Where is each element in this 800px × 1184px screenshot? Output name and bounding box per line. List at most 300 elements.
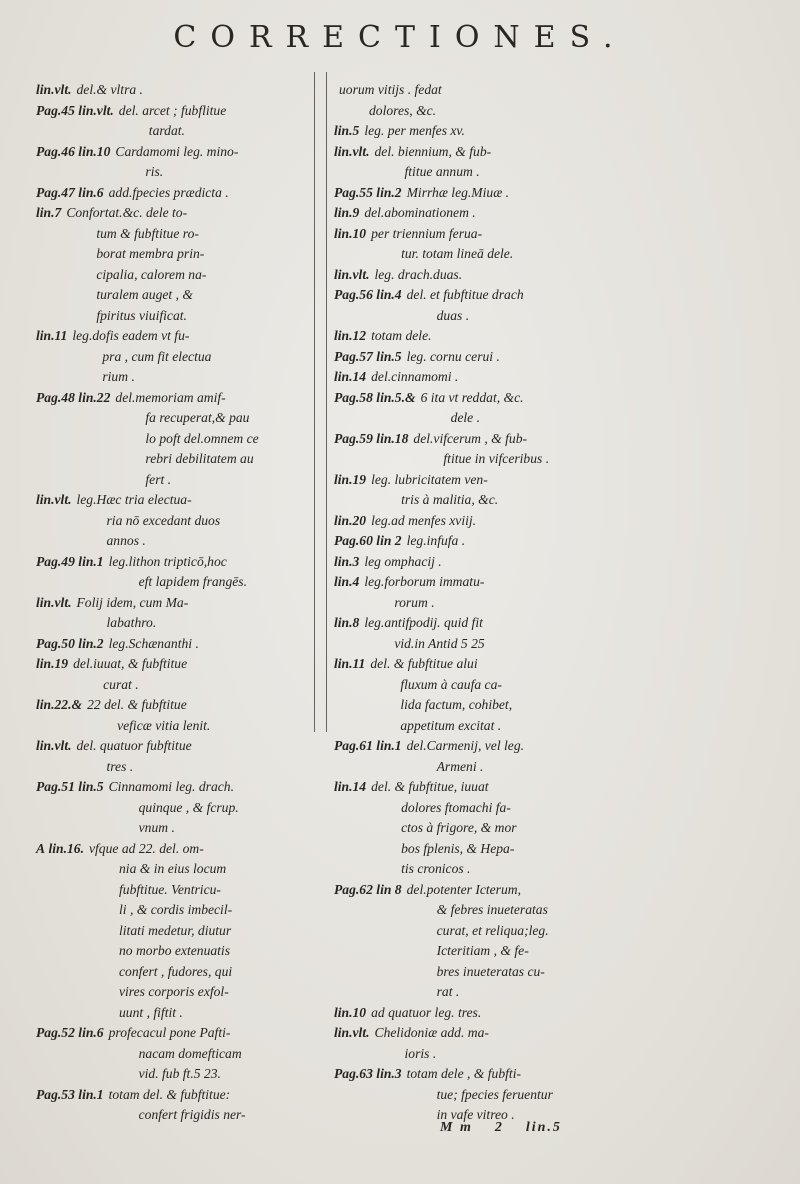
correction-text (119, 101, 332, 142)
page-reference: Pag.52 (36, 1025, 75, 1040)
entry-reference (334, 285, 407, 326)
correction-entry (334, 511, 634, 532)
entry-reference (334, 777, 371, 880)
correction-entry (334, 367, 634, 388)
text-line: leg.dofis eadem vt fu- (72, 328, 190, 343)
text-line: 6 ita vt reddat, &c. (420, 389, 524, 405)
line-reference: lin.vlt. (36, 594, 72, 610)
text-line: totam dele , & fubfti- (406, 1066, 522, 1081)
correction-text (364, 572, 634, 613)
correction-entry (36, 203, 332, 326)
text-line: fpiritus viuificat. (96, 307, 187, 323)
line-reference: lin.14 (334, 779, 367, 794)
text-line: veficæ vitia lenit. (117, 717, 211, 733)
entry-reference (36, 142, 115, 183)
entry-reference (36, 736, 77, 777)
line-reference: lin.12 (334, 328, 367, 343)
page-reference: Pag.53 (36, 1086, 75, 1102)
text-line: appetitum excitat . (400, 717, 502, 733)
correction-entry (334, 326, 634, 347)
entry-reference (334, 1003, 371, 1024)
correction-text (371, 511, 634, 532)
text-line: del. et fubftitue drach (406, 287, 524, 302)
entry-reference (36, 326, 72, 388)
text-line: curat, et reliqua;leg. (436, 922, 549, 938)
text-line: Mirrhæ leg.Miuæ . (406, 184, 510, 200)
text-line: leg.Schænanthi . (108, 635, 199, 651)
correction-text (371, 470, 634, 511)
correction-text (421, 388, 634, 429)
correction-entry (334, 224, 634, 265)
correction-entry (36, 388, 332, 491)
correction-entry (36, 839, 332, 1024)
line-reference: lin.8 (334, 615, 360, 630)
correction-text (77, 80, 333, 101)
page-reference: Pag.57 (334, 348, 373, 364)
line-reference: lin.vlt. (36, 492, 72, 507)
correction-text (109, 1085, 332, 1126)
correction-text (413, 429, 634, 470)
correction-entry (334, 531, 634, 552)
correction-entry (36, 183, 332, 204)
entry-reference (334, 531, 407, 552)
line-reference: lin.vlt. (334, 1025, 370, 1040)
entry-reference (334, 572, 364, 613)
text-line: pra , cum fit electua (102, 348, 212, 364)
text-line: ria nō excedant duos (106, 512, 221, 528)
text-line: nia & in eius locum (119, 861, 227, 876)
text-line: ctos à frigore, & mor (401, 820, 517, 835)
correction-text (72, 326, 332, 388)
text-line: leg.antifpodij. quid fit (364, 615, 483, 630)
text-line: vfque ad 22. del. om- (89, 840, 204, 856)
correction-text (375, 142, 635, 183)
correction-entry (36, 777, 332, 839)
text-line: fluxum à caufa ca- (400, 676, 502, 692)
correction-entry (334, 552, 634, 573)
text-line: Confortat.&c. dele to- (66, 205, 188, 220)
text-line: Folij idem, cum Ma- (76, 594, 189, 610)
page-reference: Pag.60 (334, 533, 373, 548)
entry-reference (334, 654, 370, 736)
entry-reference (36, 80, 77, 101)
entry-reference (334, 367, 371, 388)
text-line: confert frigidis ner- (138, 1107, 246, 1122)
line-reference: lin.10 (334, 225, 367, 241)
text-line: Icteritiam , & fe- (436, 943, 529, 958)
correction-text (77, 736, 333, 777)
text-line: cipalia, calorem na- (96, 266, 207, 282)
entry-reference (334, 203, 364, 224)
entry-reference (334, 142, 375, 183)
text-line: tris à malitia, &c. (401, 492, 499, 507)
line-reference: lin.11 (334, 656, 366, 671)
correction-entry (334, 265, 634, 286)
line-reference: lin.1 (78, 1086, 104, 1102)
line-reference: lin 8 (376, 881, 402, 897)
correction-entry (334, 880, 634, 1003)
text-line: del. quatuor fubftitue (76, 738, 192, 753)
text-line: ad quatuor leg. tres. (371, 1004, 482, 1020)
text-line: leg omphacij . (364, 553, 442, 569)
correction-text (370, 654, 634, 736)
entry-reference (36, 101, 119, 142)
catchword-line (440, 1120, 584, 1136)
line-reference: lin.7 (36, 205, 62, 220)
correction-text (364, 552, 634, 573)
correction-entry (334, 613, 634, 654)
text-line: leg.Hæc tria electua- (76, 492, 192, 507)
page-reference: Pag.48 (36, 389, 75, 405)
correction-text (371, 224, 634, 265)
text-line: Cardamomi leg. mino- (115, 143, 239, 159)
text-line: turalem auget , & (96, 287, 193, 302)
correction-entry (334, 1023, 634, 1064)
text-line: rat . (436, 984, 460, 999)
right-column (334, 80, 634, 1126)
text-line: totam dele. (371, 328, 432, 343)
page-reference: A (36, 840, 46, 856)
correction-text (375, 265, 635, 286)
text-line: fert . (145, 471, 172, 487)
line-reference: lin.3 (334, 553, 360, 569)
correction-entry (36, 695, 332, 736)
line-reference: lin.6 (78, 184, 104, 200)
page-reference: Pag.49 (36, 553, 75, 569)
correction-text (407, 285, 634, 326)
text-line: leg.ad menfes xviij. (371, 512, 477, 528)
catchword: M m (440, 1120, 473, 1135)
text-line: annos . (106, 533, 146, 548)
entry-reference (36, 1023, 109, 1085)
page-reference: Pag.51 (36, 779, 75, 794)
correction-entry (36, 634, 332, 655)
correction-entry (334, 777, 634, 880)
page-reference: Pag.61 (334, 738, 373, 753)
text-line: tardat. (148, 123, 185, 138)
page-reference: Pag.55 (334, 184, 373, 200)
entry-reference (334, 183, 407, 204)
correction-entry (36, 142, 332, 183)
line-reference: lin.4 (376, 287, 402, 302)
text-line: del. & fubftitue, iuuat (371, 779, 489, 794)
entry-reference (36, 203, 66, 326)
correction-entry (334, 121, 634, 142)
entry-reference (36, 654, 73, 695)
text-line: vid.in Antid 5 25 (394, 635, 485, 651)
text-line: ftitue in vifceribus . (443, 451, 550, 466)
line-reference: lin.2 (376, 184, 402, 200)
correction-entry (334, 203, 634, 224)
line-reference: lin.vlt. (36, 82, 72, 97)
correction-text (66, 203, 332, 326)
correction-entry (334, 429, 634, 470)
text-line: confert , fudores, qui (119, 963, 233, 979)
page-reference: Pag.59 (334, 430, 373, 446)
text-line: vid. fub ft.5 23. (138, 1066, 221, 1081)
entry-reference (36, 183, 109, 204)
correction-text (109, 1023, 332, 1085)
text-line: lida factum, cohibet, (400, 697, 513, 712)
text-line: litati medetur, diutur (119, 922, 232, 938)
line-reference: lin.9 (334, 205, 360, 220)
page-reference: Pag.58 (334, 389, 373, 405)
line-reference: lin.vlt. (78, 102, 114, 118)
correction-text (407, 1064, 634, 1126)
text-line: borat membra prin- (96, 246, 205, 261)
line-reference: lin.2 (78, 635, 104, 651)
text-line: 22 del. & fubftitue (87, 697, 187, 712)
correction-entry (334, 572, 634, 613)
line-reference: lin.10 (78, 143, 111, 159)
entry-reference (334, 552, 364, 573)
text-line: ris. (145, 164, 164, 179)
text-line: dolores, &c. (369, 102, 437, 118)
correction-entry (334, 388, 634, 429)
text-line: lo poft del.omnem ce (145, 430, 259, 446)
correction-text (109, 183, 332, 204)
entry-reference (36, 695, 87, 736)
line-reference: lin.vlt. (36, 738, 72, 753)
correction-entry (334, 80, 634, 121)
text-line: tue; fpecies feruentur (436, 1086, 553, 1102)
text-line: leg. lubricitatem ven- (371, 471, 488, 487)
line-reference: lin.vlt. (334, 266, 370, 282)
text-line: Cinnamomi leg. drach. (108, 779, 234, 794)
text-line: del. & fubftitue alui (370, 656, 478, 671)
line-reference: lin.19 (334, 471, 367, 487)
entry-reference (36, 839, 89, 1024)
line-reference: lin.16. (48, 840, 84, 856)
text-line: rorum . (394, 594, 435, 610)
text-line: Chelidoniæ add. ma- (374, 1025, 489, 1040)
correction-text (371, 367, 634, 388)
correction-entry (334, 1003, 634, 1024)
correction-entry (36, 490, 332, 552)
entry-reference (334, 121, 364, 142)
line-reference: lin.11 (36, 328, 68, 343)
text-line: uunt , fiftit . (119, 1004, 183, 1020)
line-reference: lin.22.& (36, 697, 83, 712)
page-reference: Pag.50 (36, 635, 75, 651)
correction-entry (36, 593, 332, 634)
line-reference: lin.20 (334, 512, 367, 528)
text-line: leg.lithon tripticō,hoc (108, 553, 227, 569)
text-line: del.memoriam amif- (115, 389, 226, 405)
text-line: quinque , & fcrup. (138, 799, 239, 815)
correction-text (115, 388, 332, 491)
line-reference: lin.22 (78, 389, 111, 405)
text-line: & febres inueteratas (436, 902, 548, 917)
text-line: dolores ftomachi fa- (401, 799, 511, 815)
correction-text (77, 593, 333, 634)
text-line: del. arcet ; fubflitue (118, 102, 227, 118)
page-reference: Pag.56 (334, 287, 373, 302)
entry-reference (334, 880, 407, 1003)
text-line: in vafe vitreo . (436, 1107, 515, 1122)
line-reference: lin.5 (376, 348, 402, 364)
correction-text (87, 695, 332, 736)
correction-entry (36, 1023, 332, 1085)
text-line: rium . (102, 369, 135, 384)
correction-entry (36, 101, 332, 142)
text-line: li , & cordis imbecil- (119, 902, 233, 917)
page-title: CORRECTIONES. (173, 20, 627, 55)
correction-entry (334, 285, 634, 326)
entry-reference (334, 326, 371, 347)
text-line: ioris . (404, 1045, 437, 1061)
entry-reference (36, 777, 109, 839)
text-line: leg. cornu cerui . (406, 348, 500, 364)
page-reference: Pag.46 (36, 143, 75, 159)
text-line: tres . (106, 758, 134, 774)
text-line: bres inueteratas cu- (436, 963, 545, 979)
correction-text (109, 777, 332, 839)
left-column (36, 80, 332, 1126)
correction-text (109, 634, 332, 655)
line-reference: lin.1 (376, 738, 402, 753)
line-reference: lin.14 (334, 369, 367, 384)
text-line: profecacul pone Pafti- (108, 1025, 231, 1040)
entry-reference (36, 552, 109, 593)
text-line: no morbo extenuatis (119, 943, 231, 958)
correction-text (407, 183, 634, 204)
entry-reference (334, 1023, 375, 1064)
page-reference: Pag.45 (36, 102, 75, 118)
line-reference: lin.5 (334, 123, 360, 138)
text-line: del.iuuat, & fubftitue (73, 656, 188, 671)
correction-entry (334, 142, 634, 183)
text-line: fa recuperat,& pau (145, 410, 250, 425)
correction-entry (334, 183, 634, 204)
catchword: lin.5 (525, 1120, 562, 1135)
text-line: per triennium ferua- (371, 225, 483, 241)
entry-reference (334, 1064, 407, 1126)
page-reference: Pag.62 (334, 881, 373, 897)
correction-text (407, 347, 634, 368)
text-line: duas . (436, 307, 470, 323)
correction-entry (36, 552, 332, 593)
text-line: vires corporis exfol- (119, 984, 229, 999)
correction-text (407, 531, 634, 552)
text-line: leg. per menfes xv. (364, 123, 465, 138)
line-reference: lin.4 (334, 574, 360, 589)
text-line: Armeni . (436, 758, 484, 774)
text-line: leg.infufa . (406, 533, 466, 548)
line-reference: lin.18 (376, 430, 409, 446)
entry-reference (36, 490, 77, 552)
text-line: tur. totam lineā dele. (401, 246, 514, 261)
entry-reference (36, 593, 77, 634)
text-line: del.potenter Icterum, (406, 881, 521, 897)
entry-reference (334, 224, 371, 265)
text-line: bos fplenis, & Hepa- (401, 840, 515, 856)
text-line: fubftitue. Ventricu- (119, 881, 221, 897)
text-line: eft lapidem frangēs. (138, 574, 247, 589)
correction-text (115, 142, 332, 183)
correction-entry (334, 736, 634, 777)
correction-entry (334, 347, 634, 368)
text-line: del. biennium, & fub- (374, 143, 492, 159)
text-line: totam del. & fubftitue: (108, 1086, 231, 1102)
text-line: leg. drach.duas. (374, 266, 463, 282)
text-line: del.vifcerum , & fub- (413, 430, 528, 446)
correction-text (371, 1003, 634, 1024)
correction-entry (334, 470, 634, 511)
text-line: uorum vitijs . fedat (339, 82, 442, 97)
entry-reference (334, 265, 375, 286)
correction-entry (36, 1085, 332, 1126)
text-line: del.abominationem . (364, 205, 476, 220)
line-reference: lin.3 (376, 1066, 402, 1081)
line-reference: lin 2 (376, 533, 402, 548)
line-reference: lin.vlt. (334, 143, 370, 159)
correction-text (364, 613, 634, 654)
text-line: rebri debilitatem au (145, 451, 254, 466)
correction-entry (36, 736, 332, 777)
text-line: del.& vltra . (76, 82, 143, 97)
correction-text (371, 326, 634, 347)
text-line: nacam domefticam (138, 1045, 242, 1061)
text-line: curat . (103, 676, 139, 692)
page-reference: Pag.63 (334, 1066, 373, 1081)
text-line: ftitue annum . (404, 164, 480, 179)
entry-reference (334, 429, 413, 470)
correction-text (375, 1023, 635, 1064)
line-reference: lin.6 (78, 1025, 104, 1040)
correction-text (339, 80, 634, 121)
entry-reference (36, 388, 115, 491)
correction-entry (36, 326, 332, 388)
catchword: 2 (494, 1120, 504, 1135)
text-line: tis cronicos . (401, 861, 471, 876)
text-line: add.fpecies prædicta . (108, 184, 229, 200)
entry-reference (334, 613, 364, 654)
text-line: tum & fubftitue ro- (96, 225, 199, 241)
text-line: del.cinnamomi . (371, 369, 459, 384)
correction-text (407, 736, 634, 777)
correction-entry (36, 654, 332, 695)
entry-reference (334, 347, 407, 368)
entry-reference (334, 470, 371, 511)
entry-reference (36, 1085, 109, 1126)
line-reference: lin.10 (334, 1004, 367, 1020)
line-reference: lin.1 (78, 553, 104, 569)
line-reference: lin.5.& (376, 389, 416, 405)
text-line: leg.forborum immatu- (364, 574, 485, 589)
correction-entry (36, 80, 332, 101)
correction-entry (334, 654, 634, 736)
text-line: vnum . (138, 820, 175, 835)
entry-reference (334, 388, 421, 429)
correction-text (73, 654, 332, 695)
page-reference: Pag.47 (36, 184, 75, 200)
entry-reference (36, 634, 109, 655)
correction-text (364, 203, 634, 224)
text-line: del.Carmenij, vel leg. (406, 738, 525, 753)
text-line: dele . (450, 410, 481, 425)
entry-reference (334, 511, 371, 532)
correction-text (77, 490, 333, 552)
correction-text (109, 552, 332, 593)
correction-text (89, 839, 332, 1024)
line-reference: lin.5 (78, 779, 104, 794)
entry-reference (334, 736, 407, 777)
correction-text (407, 880, 634, 1003)
text-line: labathro. (106, 615, 157, 630)
correction-entry (334, 1064, 634, 1126)
correction-text (364, 121, 634, 142)
